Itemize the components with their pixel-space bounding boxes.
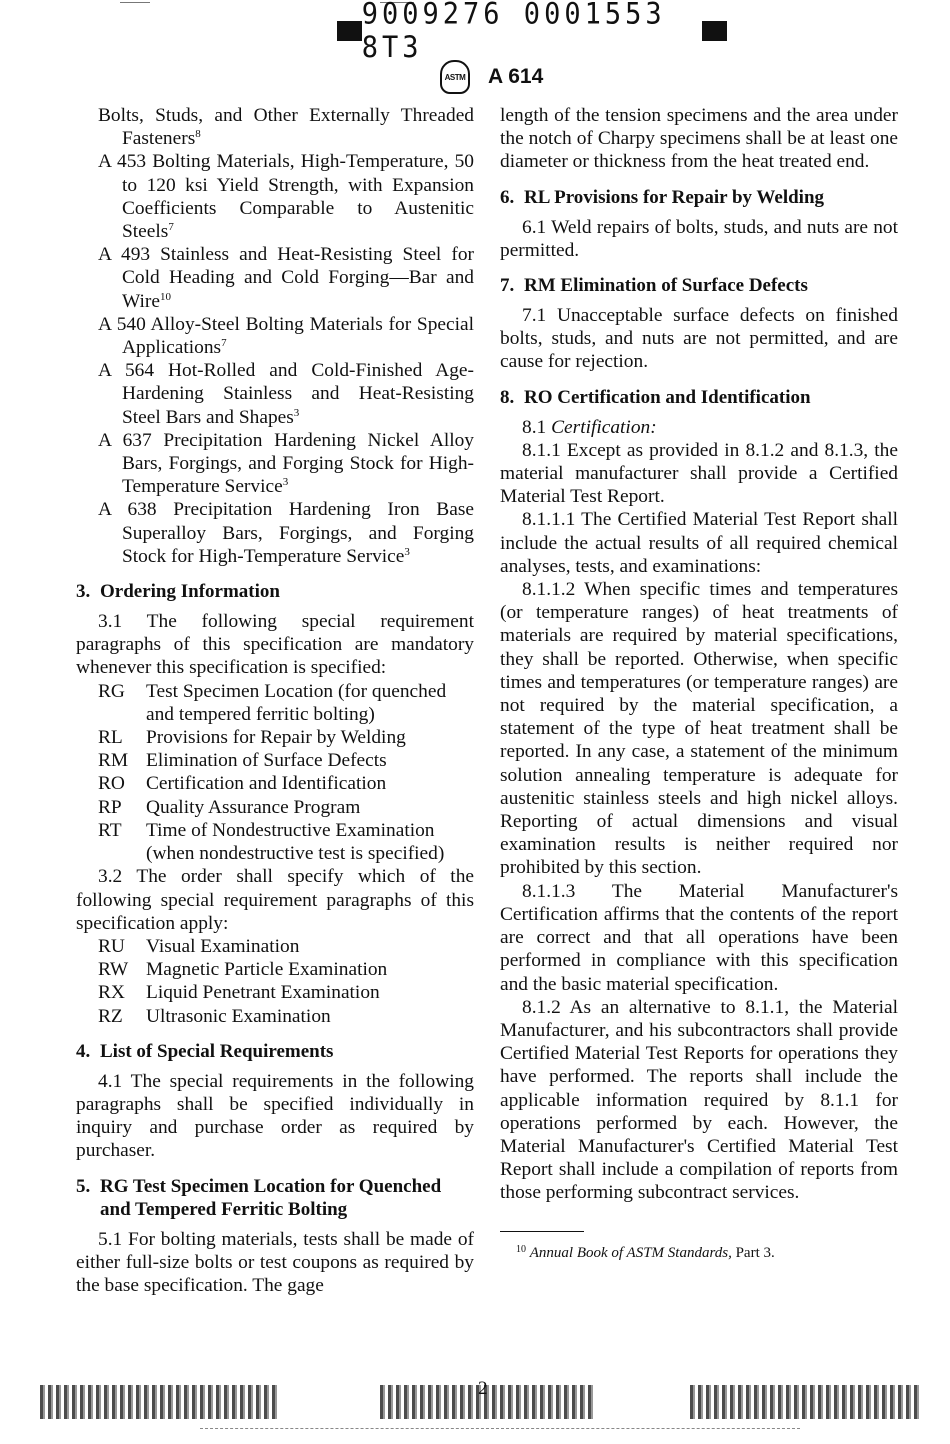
list-item: RG Test Specimen Location (for quenched and tempered ferritic bolting) [98, 680, 447, 725]
page-header [440, 60, 543, 94]
list-item: RW Magnetic Particle Examination [98, 959, 388, 981]
right-column [500, 104, 898, 1262]
page-number: 2 [478, 1378, 488, 1399]
footnote: $^{10}$ Annual Book of ASTM Standards, Part 3. [516, 1243, 775, 1261]
scan-edge-line [200, 1428, 800, 1429]
reference-item: A 638 Precipitation Hardening Iron Base Superalloy Bars, Forgings, and Forging Stock for High-Temperature Service$^3$ [98, 499, 474, 567]
footnote-rule [500, 1231, 584, 1232]
reference-item: A 637 Precipitation Hardening Nickel Alloy Bars, Forgings, and Forging Stock for High-Temperature Service$^3$ [98, 429, 474, 498]
paragraph: 3.1 The following special requirement paragraphs of this specification are mandatory whenever this specification is specified: [76, 611, 474, 679]
section-heading: 4. List of Special Requirements [76, 1040, 334, 1062]
paragraph: 7.1 Unacceptable surface defects on finished bolts, studs, and nuts are not permitted, and are cause for rejection. [500, 305, 898, 373]
scan-mark [120, 2, 150, 3]
astm-logo-icon: ASTM [440, 60, 470, 94]
list-item: RX Liquid Penetrant Examination [98, 982, 380, 1004]
paragraph: 8.1.1.1 The Certified Material Test Report shall include the actual results of all required chemical analyses, tests, and examinations: [500, 509, 898, 577]
requirement-list [76, 680, 474, 866]
section-heading: 6. RL Provisions for Repair by Welding [500, 186, 825, 208]
paragraph: 8.1.1.3 The Material Manufacturer's Certification affirms that the contents of the report are correct and that all operations have been performed in compliance with this specification and the basic material specification. [500, 880, 898, 995]
list-item: RU Visual Examination [98, 935, 300, 957]
scan-noise [40, 1385, 280, 1419]
list-item: RT Time of Nondestructive Examination (when nondestructive test is specified) [98, 819, 445, 865]
reference-item: A 540 Alloy-Steel Bolting Materials for Special Applications$^7$ [98, 313, 474, 359]
list-item: RL Provisions for Repair by Welding [98, 727, 406, 749]
section-heading: 7. RM Elimination of Surface Defects [500, 275, 808, 297]
paragraph: 3.2 The order shall specify which of the following special requirement paragraphs of this specification apply: [76, 866, 474, 934]
section-heading: 3. Ordering Information [76, 581, 280, 603]
scan-noise [380, 1385, 595, 1419]
requirement-list [76, 935, 474, 1028]
list-item: RM Elimination of Surface Defects [98, 750, 387, 772]
paragraph: 6.1 Weld repairs of bolts, studs, and nuts are not permitted. [500, 216, 898, 261]
code-block-left [337, 21, 362, 41]
list-item: RP Quality Assurance Program [98, 796, 361, 818]
list-item: RO Certification and Identification [98, 773, 387, 795]
scan-noise [690, 1385, 920, 1419]
paragraph: 5.1 For bolting materials, tests shall be made of either full-size bolts or test coupons as required by the base specification. The gage [76, 1228, 474, 1296]
code-block-right [702, 21, 727, 41]
list-item: RZ Ultrasonic Examination [98, 1005, 331, 1027]
reference-item: Bolts, Studs, and Other Externally Threaded Fasteners$^8$ [98, 105, 474, 150]
left-column [76, 104, 474, 1297]
designation: A 614 [488, 65, 544, 88]
section-heading: 8. RO Certification and Identification [500, 386, 811, 408]
paragraph: 8.1.2 As an alternative to 8.1.1, the Material Manufacturer, and his subcontractors shall provide Certified Material Test Reports for operations they have performed. The reports shall include the applicable information required by 8.1.1 for operations performed by each. However, the Material Manufacturer's Certified Material Test Report shall include a compilation of reports from those performing subcontract services. [500, 996, 898, 1204]
reference-item: A 453 Bolting Materials, High-Temperature, 50 to 120 ksi Yield Strength, with Expansion Coefficients Comparable to Austenitic Steels$^7$ [98, 151, 474, 243]
reference-item: A 564 Hot-Rolled and Cold-Finished Age-Hardening Stainless and Heat-Resisting Steel Bars and Shapes$^3$ [98, 360, 474, 428]
paragraph: length of the tension specimens and the area under the notch of Charpy specimens shall be at least one diameter or thickness from the heat treated end. [500, 105, 898, 173]
paragraph: 8.1 Certification: [522, 416, 657, 438]
section-heading: 5. RG Test Specimen Location for Quenched and Tempered Ferritic Bolting [76, 1175, 442, 1220]
reference-item: A 493 Stainless and Heat-Resisting Steel for Cold Heading and Cold Forging—Bar and Wire$^{10}$ [98, 244, 474, 312]
document-code: 9009276 0001553 8T3 [361, 0, 666, 65]
paragraph: 4.1 The special requirements in the following paragraphs shall be specified individually in inquiry and purchase order as required by purchaser. [76, 1070, 474, 1162]
paragraph: 8.1.1.2 When specific times and temperatures (or temperature ranges) of heat treatments of materials are required by material specifications, they shall be reported. Otherwise, when specific times and temperatures (or temperature ranges) are not required by the material specification, a statement of the type of heat treatment shall be reported. In any case, a statement of the minimum solution annealing temperature is adequate for austenitic stainless steels and high nickel alloys. Reporting of actual dimensions and visual examination results is neither required nor prohibited by this section. [500, 579, 898, 879]
paragraph: 8.1.1 Except as provided in 8.1.2 and 8.1.3, the material manufacturer shall provide a Certified Material Test Report. [500, 439, 898, 508]
document-code-strip [337, 0, 727, 65]
